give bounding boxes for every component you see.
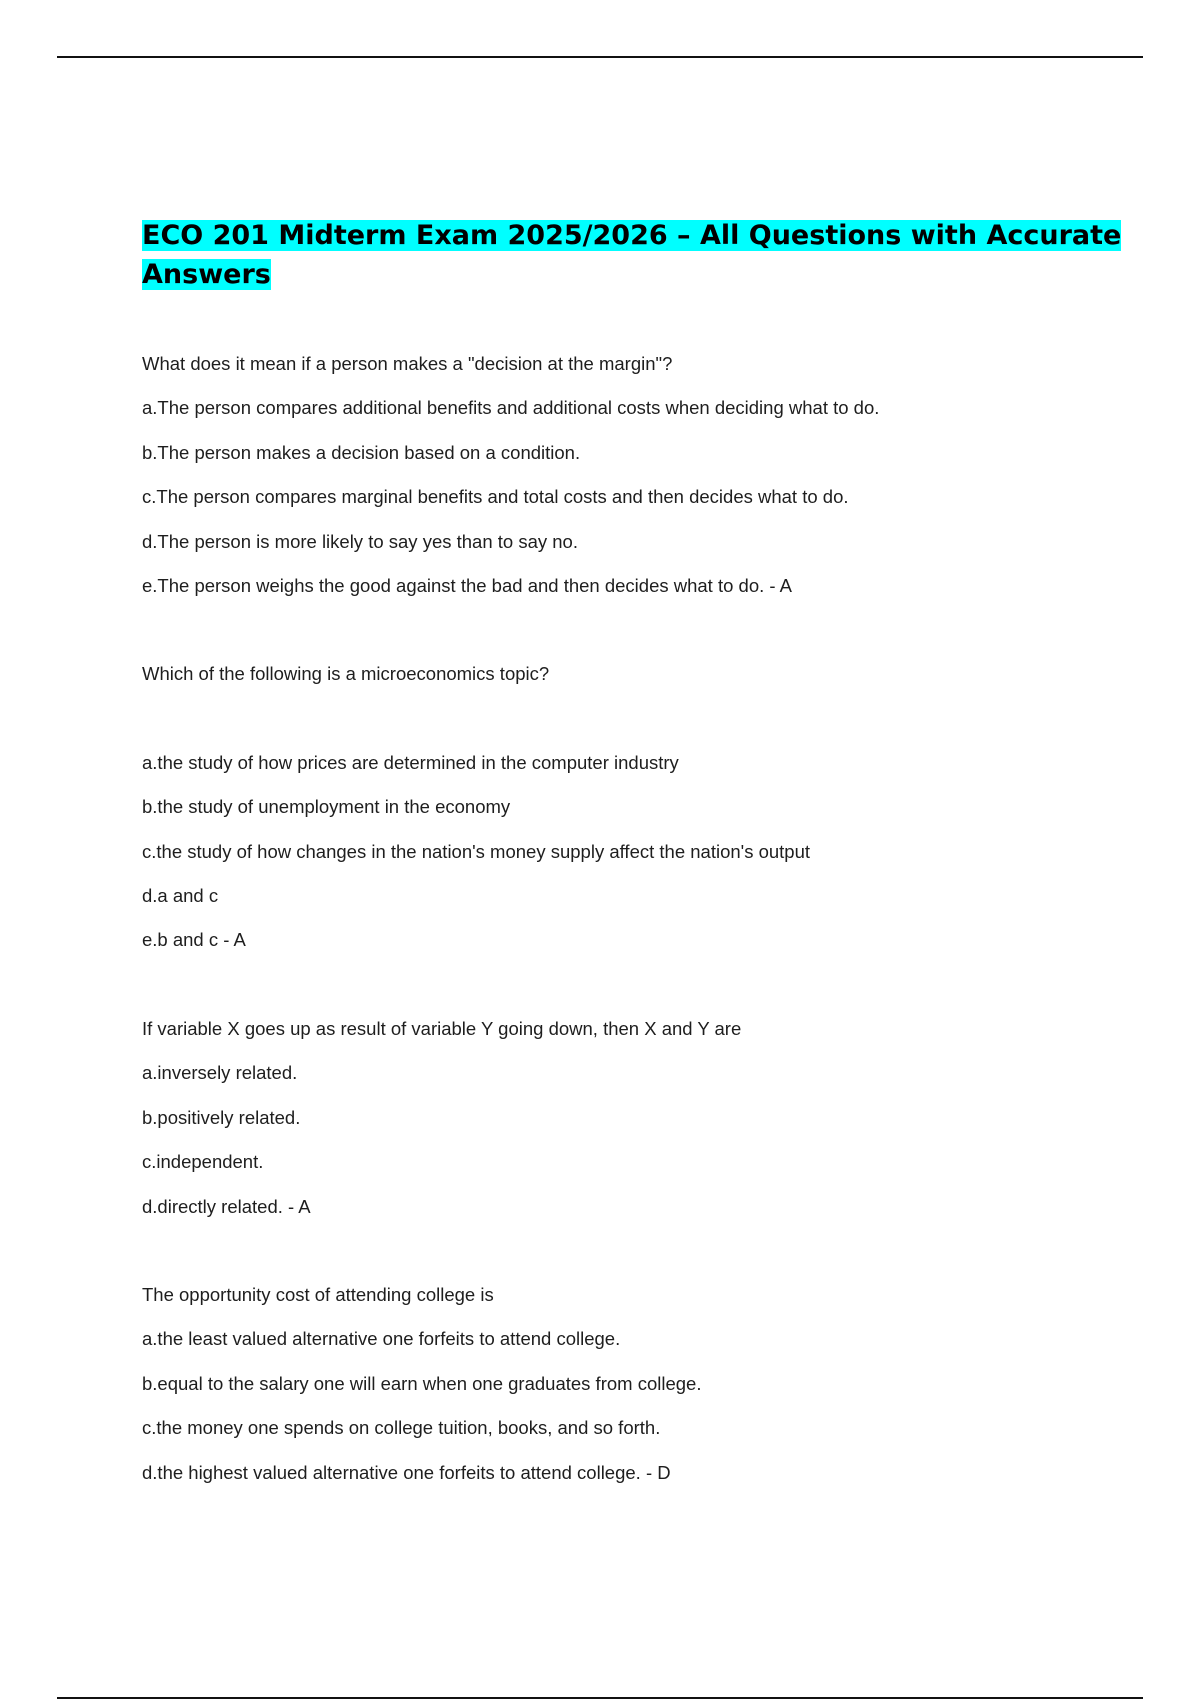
answer-option: b.The person makes a decision based on a condition. <box>142 441 581 463</box>
answer-option: c.The person compares marginal benefits and total costs and then decides what to do. <box>142 486 849 508</box>
answer-option: c.the money one spends on college tuition, books, and so forth. <box>142 1417 661 1439</box>
answer-option: e.The person weighs the good against the bad and then decides what to do. - A <box>142 575 793 597</box>
answer-option: b.equal to the salary one will earn when one graduates from college. <box>142 1372 702 1394</box>
answer-option: a.inversely related. <box>142 1062 298 1084</box>
answer-option: c.independent. <box>142 1151 264 1173</box>
question-block <box>142 1007 1122 1229</box>
answer-option: d.directly related. - A <box>142 1195 311 1217</box>
answer-option: a.The person compares additional benefits and additional costs when deciding what to do. <box>142 397 880 419</box>
question-block <box>142 652 1122 962</box>
answer-option: c.the study of how changes in the nation's money supply affect the nation's output <box>142 840 811 862</box>
question-block <box>142 1273 1122 1495</box>
question-text: What does it mean if a person makes a "decision at the margin"? <box>142 353 673 374</box>
answer-option: d.a and c <box>142 885 219 907</box>
title-highlight: ECO 201 Midterm Exam 2025/2026 – All Questions with Accurate Answers <box>142 220 1122 290</box>
bottom-rule <box>57 1697 1143 1699</box>
answer-option: d.the highest valued alternative one forfeits to attend college. - D <box>142 1461 671 1483</box>
answer-option: d.The person is more likely to say yes than to say no. <box>142 530 578 552</box>
answer-option: b.positively related. <box>142 1106 301 1128</box>
question-block <box>142 342 1122 608</box>
question-text: The opportunity cost of attending college is <box>142 1283 494 1305</box>
answer-option: a.the study of how prices are determined in the computer industry <box>142 751 679 773</box>
document-body <box>142 216 1122 1495</box>
question-text: If variable X goes up as result of variable Y going down, then X and Y are <box>142 1017 742 1039</box>
answer-option: a.the least valued alternative one forfeits to attend college. <box>142 1328 621 1350</box>
answer-option: b.the study of unemployment in the economy <box>142 796 511 818</box>
answer-option: e.b and c - A <box>142 929 246 951</box>
top-rule <box>57 56 1143 58</box>
question-text: Which of the following is a microeconomics topic? <box>142 663 550 685</box>
document-title <box>142 216 1122 294</box>
